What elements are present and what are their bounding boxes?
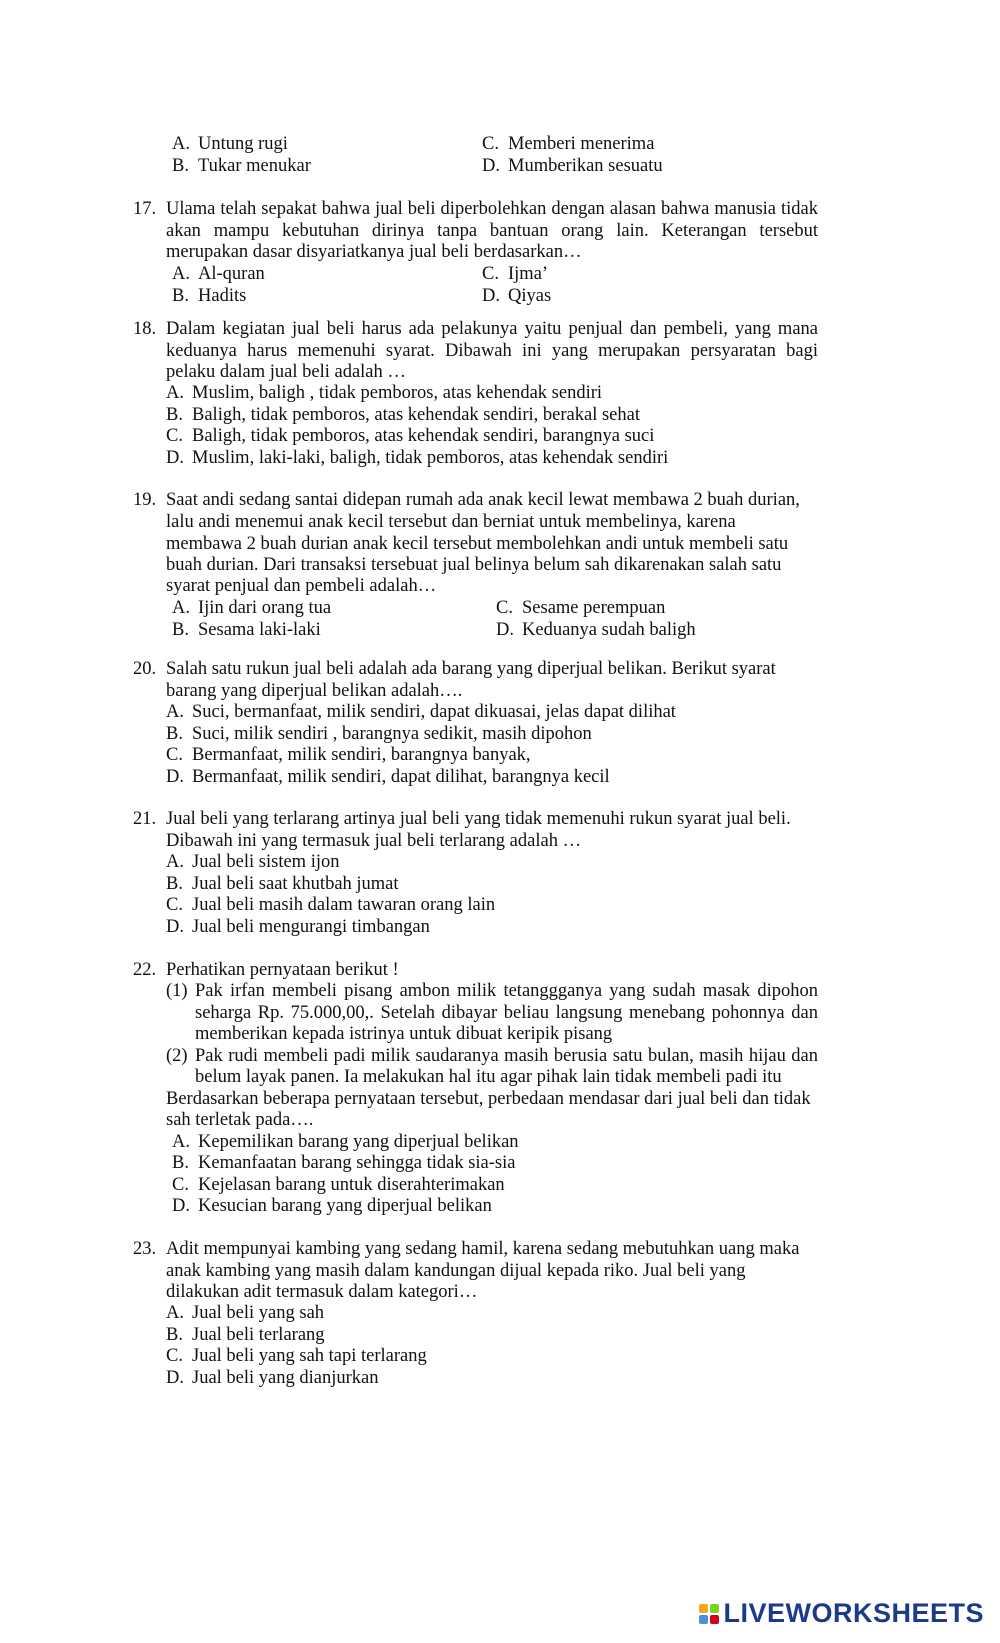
q22-line-1: Berdasarkan beberapa pernyataan tersebut, perbedaan mendasar dari jual beli dan tidak [166, 1089, 811, 1109]
q16-option-d: D. Mumberikan sesuatu [482, 156, 663, 176]
q22-intro: Perhatikan pernyataan berikut ! [166, 960, 399, 980]
q20-line-2: barang yang diperjual belikan adalah…. [166, 681, 463, 701]
q22-line-2: sah terletak pada…. [166, 1110, 314, 1130]
q22-statement-2-line-2: belum layak panen. Ia melakukan hal itu agar pihak lain tidak membeli padi itu [195, 1067, 782, 1087]
q22-option-a: A. Kepemilikan barang yang diperjual belikan [172, 1132, 519, 1152]
q22-statement-1-label: (1) [166, 981, 188, 1001]
q17-option-b: B. Hadits [172, 286, 247, 306]
q21-option-c: C. Jual beli masih dalam tawaran orang lain [166, 895, 496, 915]
q22-statement-2-label: (2) [166, 1046, 188, 1066]
liveworksheets-logo-icon [699, 1604, 719, 1624]
q17-option-c: C. Ijma’ [482, 264, 549, 284]
q20-option-a: A. Suci, bermanfaat, milik sendiri, dapat dikuasai, jelas dapat dilihat [166, 702, 676, 722]
q18-line-3: pelaku dalam jual beli adalah … [166, 362, 406, 382]
q18-option-b: B. Baligh, tidak pemboros, atas kehendak sendiri, berakal sehat [166, 405, 640, 425]
q19-option-d: D. Keduanya sudah baligh [496, 620, 696, 640]
q22-number: 22. [133, 960, 157, 980]
q22-statement-1-line-1: Pak irfan membeli pisang ambon milik tetanggganya yang sudah masak dipohon [195, 981, 818, 1001]
q19-option-c: C. Sesame perempuan [496, 598, 666, 618]
q18-number: 18. [133, 319, 157, 339]
q21-option-a: A. Jual beli sistem ijon [166, 852, 340, 872]
q21-option-d: D. Jual beli mengurangi timbangan [166, 917, 430, 937]
q22-statement-2-line-1: Pak rudi membeli padi milik saudaranya masih berusia satu bulan, masih hijau dan [195, 1046, 818, 1066]
q19-line-3: membawa 2 buah durian anak kecil tersebut membolehkan andi untuk membeli satu [166, 534, 789, 554]
q20-option-d: D. Bermanfaat, milik sendiri, dapat dilihat, barangnya kecil [166, 767, 610, 787]
q16-option-b: B. Tukar menukar [172, 156, 311, 176]
q19-line-2: lalu andi menemui anak kecil tersebut dan berniat untuk membelinya, karena [166, 512, 736, 532]
q21-line-1: Jual beli yang terlarang artinya jual beli yang tidak memenuhi rukun syarat jual beli. [166, 809, 791, 829]
q22-statement-1-line-2: seharga Rp. 75.000,00,. Setelah dibayar beliau langsung menebang pohonnya dan [195, 1003, 818, 1023]
q19-option-a: A. Ijin dari orang tua [172, 598, 332, 618]
q20-option-c: C. Bermanfaat, milik sendiri, barangnya banyak, [166, 745, 531, 765]
q19-option-b: B. Sesama laki-laki [172, 620, 321, 640]
logo-square-1 [699, 1604, 708, 1613]
q17-line-3: merupakan dasar disyariatkanya jual beli berdasarkan… [166, 242, 582, 262]
q23-line-1: Adit mempunyai kambing yang sedang hamil, karena sedang mebutuhkan uang maka [166, 1239, 800, 1259]
logo-square-4 [710, 1615, 719, 1624]
q19-line-5: syarat penjual dan pembeli adalah… [166, 576, 437, 596]
q17-line-1: Ulama telah sepakat bahwa jual beli diperbolehkan dengan alasan bahwa manusia tidak [166, 199, 818, 219]
logo-square-3 [699, 1615, 708, 1624]
q20-line-1: Salah satu rukun jual beli adalah ada barang yang diperjual belikan. Berikut syarat [166, 659, 776, 679]
q23-option-a: A. Jual beli yang sah [166, 1303, 325, 1323]
q18-line-2: keduanya harus memenuhi syarat. Dibawah ini yang merupakan persyaratan bagi [166, 341, 818, 361]
q17-number: 17. [133, 199, 157, 219]
q18-option-a: A. Muslim, baligh , tidak pemboros, atas kehendak sendiri [166, 383, 603, 403]
q21-line-2: Dibawah ini yang termasuk jual beli terlarang adalah … [166, 831, 582, 851]
q23-option-c: C. Jual beli yang sah tapi terlarang [166, 1346, 427, 1366]
liveworksheets-logo-text: LIVEWORKSHEETS [723, 1598, 984, 1628]
q21-option-b: B. Jual beli saat khutbah jumat [166, 874, 399, 894]
q22-option-d: D. Kesucian barang yang diperjual belikan [172, 1196, 492, 1216]
liveworksheets-logo [699, 1598, 984, 1629]
q23-option-b: B. Jual beli terlarang [166, 1325, 325, 1345]
q18-option-d: D. Muslim, laki-laki, baligh, tidak pemboros, atas kehendak sendiri [166, 448, 669, 468]
q19-line-1: Saat andi sedang santai didepan rumah ada anak kecil lewat membawa 2 buah durian, [166, 490, 800, 510]
q17-option-d: D. Qiyas [482, 286, 552, 306]
q21-number: 21. [133, 809, 157, 829]
q17-option-a: A. Al-quran [172, 264, 265, 284]
q23-line-2: anak kambing yang masih dalam kandungan dijual kepada riko. Jual beli yang [166, 1261, 746, 1281]
q18-line-1: Dalam kegiatan jual beli harus ada pelakunya yaitu penjual dan pembeli, yang mana [166, 319, 818, 339]
q22-statement-1-line-3: memberikan kepada istrinya untuk dibuat keripik pisang [195, 1024, 613, 1044]
q17-line-2: akan mampu kebutuhan dirinya tanpa bantuan orang lain. Keterangan tersebut [166, 221, 818, 241]
q16-option-c: C. Memberi menerima [482, 134, 655, 154]
q18-option-c: C. Baligh, tidak pemboros, atas kehendak sendiri, barangnya suci [166, 426, 655, 446]
q23-number: 23. [133, 1239, 157, 1259]
q23-line-3: dilakukan adit termasuk dalam kategori… [166, 1282, 478, 1302]
logo-square-2 [710, 1604, 719, 1613]
q22-option-c: C. Kejelasan barang untuk diserahterimakan [172, 1175, 505, 1195]
q19-number: 19. [133, 490, 157, 510]
q16-option-a: A. Untung rugi [172, 134, 288, 154]
q19-line-4: buah durian. Dari transaksi tersebuat jual belinya belum sah dikarenakan salah satu [166, 555, 782, 575]
q23-option-d: D. Jual beli yang dianjurkan [166, 1368, 379, 1388]
q20-option-b: B. Suci, milik sendiri , barangnya sedikit, masih dipohon [166, 724, 592, 744]
q22-option-b: B. Kemanfaatan barang sehingga tidak sia-sia [172, 1153, 516, 1173]
q20-number: 20. [133, 659, 157, 679]
